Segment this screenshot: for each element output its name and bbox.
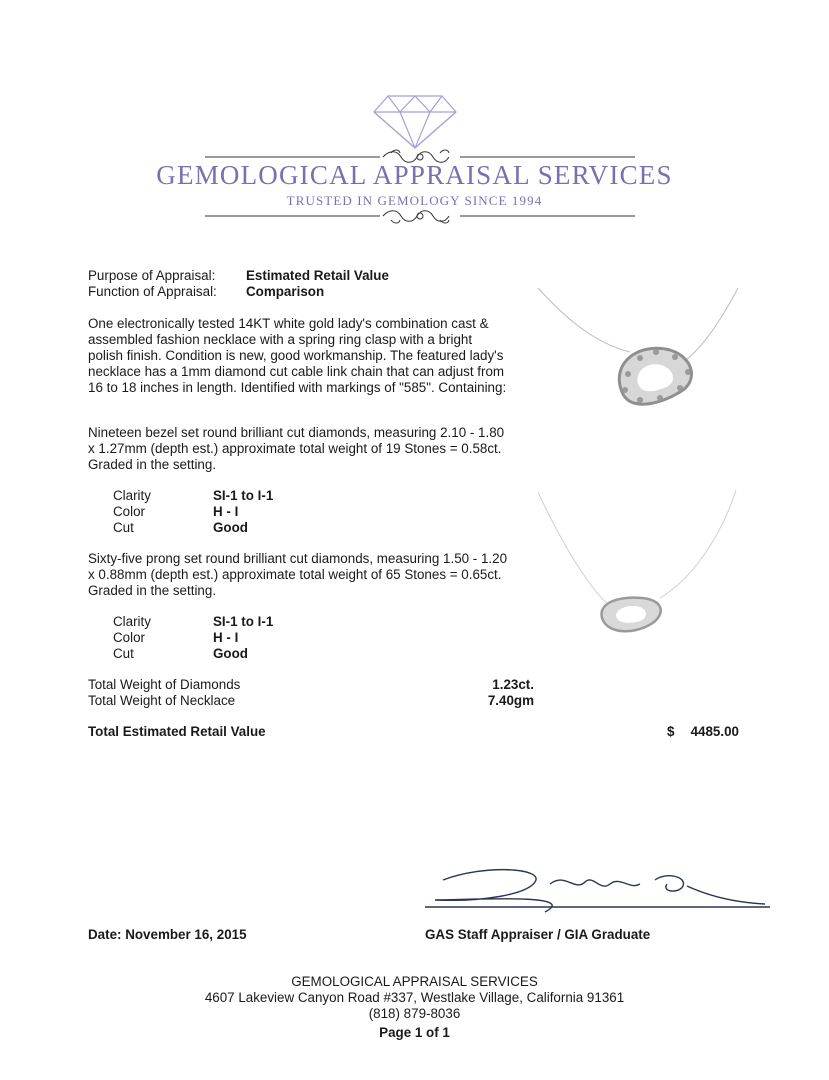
estimated-value-label: Total Estimated Retail Value — [88, 724, 266, 739]
item-description: One electronically tested 14KT white gold lady's combination cast & assembled fashion necklace with a spring ring clasp with a bright polish finish. Condition is new, good workmanship. The featured lady's necklace has a 1mm diamond cut cable link chain that can adjust from 16 to 18 inches in length. Identified with markings of "585". Containing: — [88, 316, 507, 395]
stone-group-2-color-value: H - I — [213, 630, 239, 645]
stone-group-1-clarity-value: SI-1 to I-1 — [213, 488, 274, 503]
stone-group-2-color-label: Color — [113, 630, 145, 645]
total-diamonds-label: Total Weight of Diamonds — [88, 677, 241, 692]
stone-group-2-clarity-label: Clarity — [113, 614, 151, 629]
necklace-photo-2 — [530, 480, 745, 650]
footer-company: GEMOLOGICAL APPRAISAL SERVICES — [291, 974, 538, 989]
stone-group-1-cut-value: Good — [213, 520, 248, 535]
stone-group-2-clarity-value: SI-1 to I-1 — [213, 614, 274, 629]
necklace-photo-1 — [530, 282, 745, 442]
appraisal-date: Date: November 16, 2015 — [88, 927, 247, 942]
header-bottom-ornament — [205, 207, 635, 225]
appraiser-title: GAS Staff Appraiser / GIA Graduate — [425, 927, 651, 942]
page-number: Page 1 of 1 — [379, 1025, 450, 1040]
estimated-value-amount: 4485.00 — [690, 724, 739, 739]
purpose-value: Estimated Retail Value — [246, 268, 389, 283]
stone-group-1-clarity-label: Clarity — [113, 488, 151, 503]
stone-group-2-cut-value: Good — [213, 646, 248, 661]
total-necklace-value: 7.40gm — [487, 693, 534, 708]
footer-address: 4607 Lakeview Canyon Road #337, Westlake Village, California 91361 — [204, 990, 625, 1005]
stone-group-1-description: Nineteen bezel set round brilliant cut diamonds, measuring 2.10 - 1.80 x 1.27mm (depth est.) approximate total weight of 19 Stones = 0.58ct. Graded in the setting. — [88, 425, 505, 472]
total-diamonds-value: 1.23ct. — [492, 677, 534, 692]
total-necklace-label: Total Weight of Necklace — [88, 693, 236, 708]
company-tagline: TRUSTED IN GEMOLOGY SINCE 1994 — [286, 193, 543, 208]
stone-group-1-color-value: H - I — [213, 504, 239, 519]
stone-group-2-cut-label: Cut — [113, 646, 134, 661]
stone-group-1-cut-label: Cut — [113, 520, 134, 535]
stone-group-2-description: Sixty-five prong set round brilliant cut diamonds, measuring 1.50 - 1.20 x 0.88mm (depth est.) approximate total weight of 65 Stones = 0.65ct. Graded in the setting. — [88, 551, 508, 598]
currency-symbol: $ — [667, 724, 675, 739]
purpose-label: Purpose of Appraisal: — [88, 268, 216, 283]
function-label: Function of Appraisal: — [88, 284, 217, 299]
company-name: GEMOLOGICAL APPRAISAL SERVICES — [156, 160, 673, 190]
appraiser-signature — [425, 862, 775, 922]
diamond-logo-icon — [370, 90, 460, 152]
footer-phone: (818) 879-8036 — [368, 1006, 461, 1021]
stone-group-1-color-label: Color — [113, 504, 145, 519]
function-value: Comparison — [246, 284, 325, 299]
